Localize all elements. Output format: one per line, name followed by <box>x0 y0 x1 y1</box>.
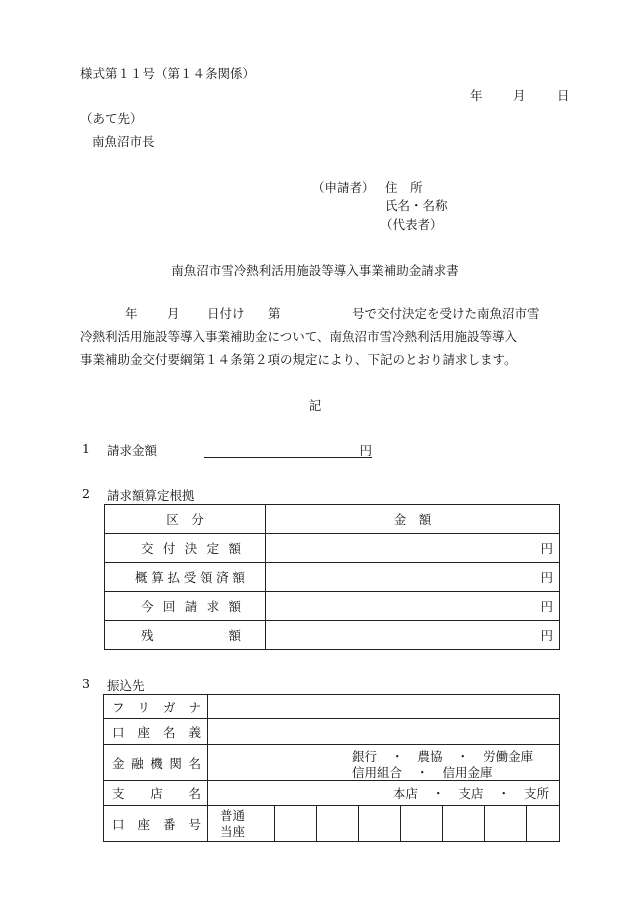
body-month: 月 <box>167 306 180 321</box>
date-day: 日 <box>557 88 570 103</box>
document-title: 南魚沼市雪冷熱利活用施設等導入事業補助金請求書 <box>171 263 459 278</box>
institution-label: 金 融 機 関 名 <box>112 755 201 771</box>
section1-label: 請求金額 <box>107 443 158 458</box>
ki-label: 記 <box>308 398 322 413</box>
account-digit-cell[interactable] <box>275 806 317 842</box>
body-line2: 冷熱利活用施設等導入事業補助金について、南魚沼市雪冷熱利活用施設等導入 <box>80 329 518 344</box>
furigana-label: フ リ ガ ナ <box>112 699 201 715</box>
body-day-ref: 日付け <box>207 306 245 321</box>
table-row <box>105 534 560 563</box>
section1-number: 1 <box>82 441 90 456</box>
account-number-label: 口 座 番 号 <box>112 816 201 832</box>
row-label: 交 付 決 定 額 <box>141 541 241 556</box>
row-label: 今 回 請 求 額 <box>141 599 241 614</box>
bank-transfer-table <box>103 694 560 842</box>
amount-cell[interactable]: 円 <box>266 563 560 592</box>
row-label-cell <box>105 534 266 563</box>
institution-label-cell <box>104 745 208 781</box>
account-digit-cell[interactable] <box>485 806 527 842</box>
institution-types-line2: 信用組合 ・ 信用金庫 <box>352 765 493 780</box>
account-digit-cell[interactable] <box>443 806 485 842</box>
request-amount-field[interactable] <box>204 441 372 458</box>
applicant-address: 住 所 <box>385 180 423 195</box>
institution-types-line1: 銀行 ・ 農協 ・ 労働金庫 <box>352 749 534 764</box>
institution-input[interactable] <box>208 745 560 781</box>
applicant-representative: （代表者） <box>380 217 443 232</box>
row-label-cell <box>105 592 266 621</box>
form-number: 様式第１１号（第１４条関係） <box>80 66 256 81</box>
date-year: 年 <box>470 88 483 103</box>
applicant-name: 氏名・名称 <box>385 198 448 213</box>
account-type-current: 当座 <box>220 823 246 839</box>
row-label: 残 額 <box>141 628 241 643</box>
body-line3: 事業補助金交付要綱第１４条第２項の規定により、下記のとおり請求します。 <box>80 352 517 367</box>
body-year: 年 <box>125 306 138 321</box>
row-label-cell <box>105 563 266 592</box>
account-digit-cell[interactable] <box>359 806 401 842</box>
row-label: 概 算 払 受 領 済 額 <box>135 570 245 585</box>
account-type-cell[interactable] <box>208 806 275 842</box>
amount-cell[interactable]: 円 <box>266 592 560 621</box>
request-amount-unit: 円 <box>359 443 372 458</box>
account-name-input[interactable] <box>208 719 560 745</box>
branch-label-cell <box>104 781 208 806</box>
account-number-label-cell <box>104 806 208 842</box>
header-amount: 金 額 <box>266 505 560 534</box>
calculation-table <box>104 504 560 650</box>
body-line1-rest: 号で交付決定を受けた南魚沼市雪 <box>352 306 540 321</box>
account-digit-cell[interactable] <box>317 806 359 842</box>
account-digit-cell[interactable] <box>401 806 443 842</box>
branch-input[interactable]: 本店 ・ 支店 ・ 支所 <box>208 781 560 806</box>
section3-label: 振込先 <box>107 678 145 693</box>
furigana-input[interactable] <box>208 695 560 719</box>
section2-number: 2 <box>82 486 90 501</box>
applicant-label: （申請者） <box>312 180 375 195</box>
table-row <box>105 621 560 650</box>
addressee-label: （あて先） <box>80 111 143 126</box>
header-category: 区 分 <box>105 505 266 534</box>
furigana-label-cell <box>104 695 208 719</box>
table-row <box>105 563 560 592</box>
account-name-label: 口 座 名 義 <box>112 724 201 740</box>
branch-label: 支 店 名 <box>112 786 201 801</box>
section3-number: 3 <box>82 676 90 691</box>
account-type-ordinary: 普通 <box>220 807 246 823</box>
section2-label: 請求額算定根拠 <box>107 488 195 503</box>
account-name-label-cell <box>104 719 208 745</box>
amount-cell[interactable]: 円 <box>266 534 560 563</box>
row-label-cell <box>105 621 266 650</box>
amount-cell[interactable]: 円 <box>266 621 560 650</box>
table-row <box>105 592 560 621</box>
date-month: 月 <box>513 88 526 103</box>
account-digit-cell[interactable] <box>527 806 560 842</box>
addressee: 南魚沼市長 <box>92 134 155 149</box>
body-dai: 第 <box>268 306 281 321</box>
